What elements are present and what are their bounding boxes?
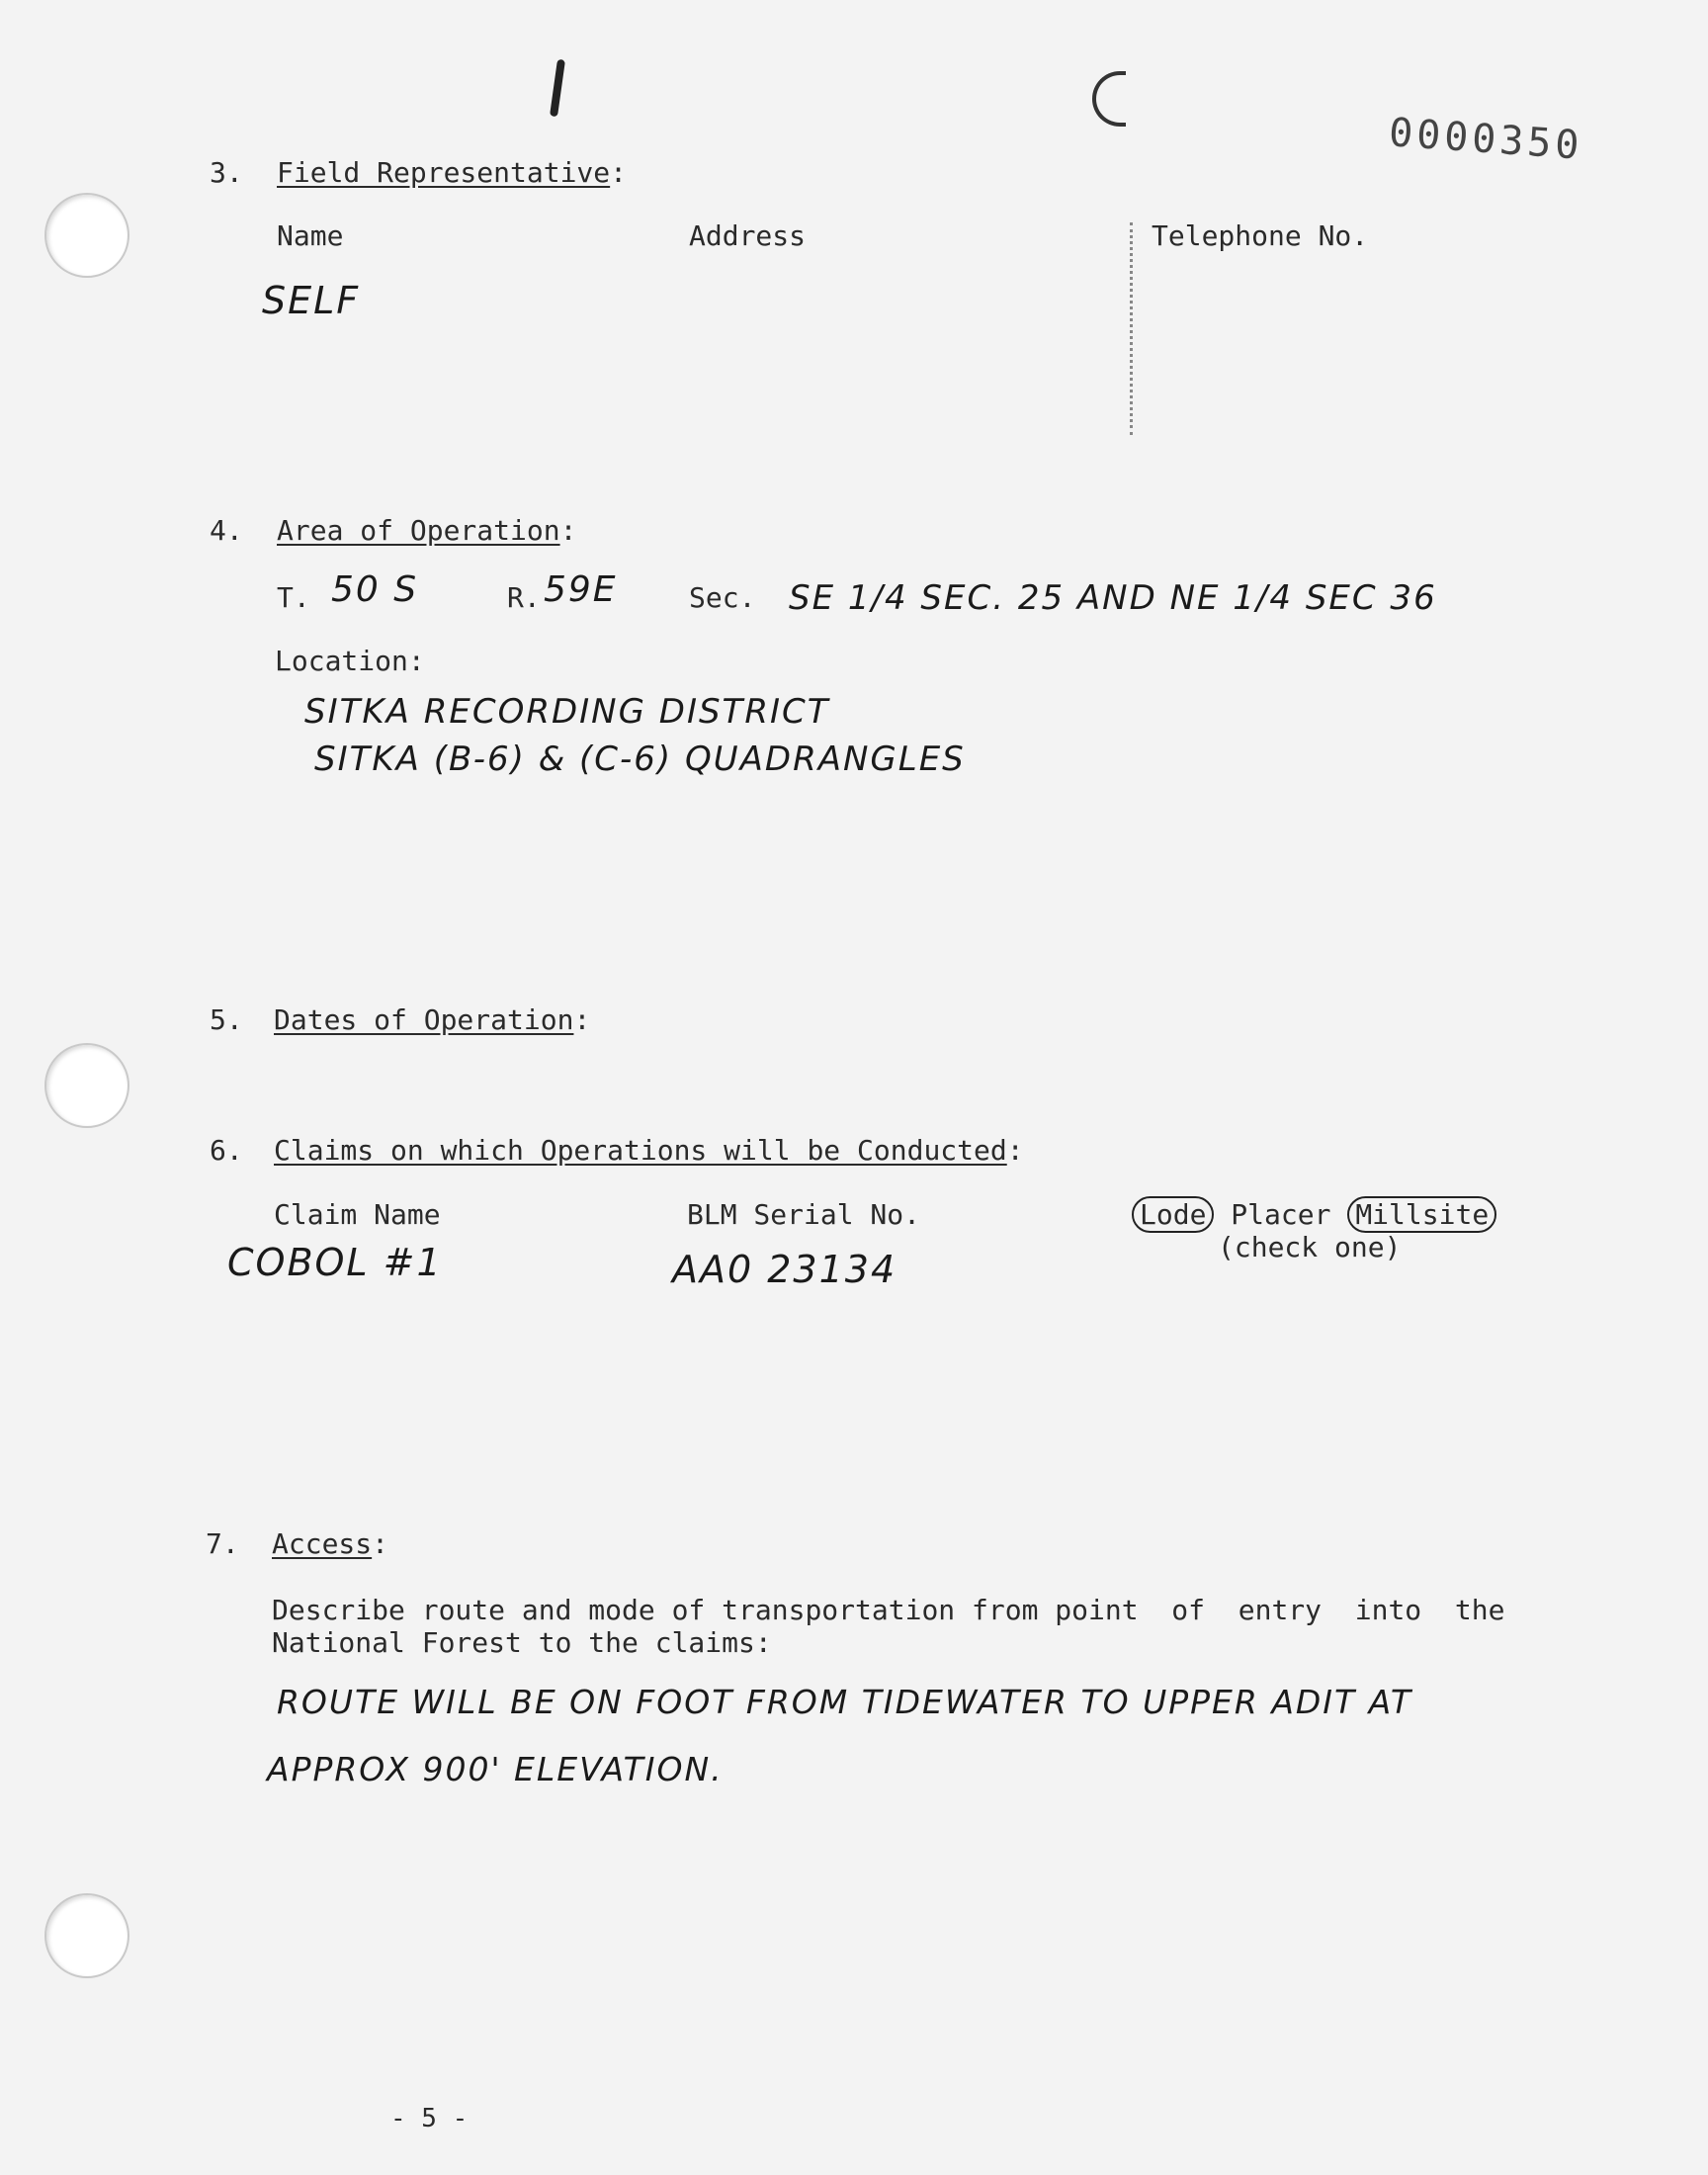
claim-name-value: COBOL #1 xyxy=(227,1241,443,1284)
section-4-colon: : xyxy=(559,514,577,547)
location-label: Location: xyxy=(275,645,425,677)
section-3-heading xyxy=(277,156,627,189)
field-rep-name-value: SELF xyxy=(262,279,361,322)
township-value: 50 S xyxy=(331,569,419,610)
section-3-title: Field Representative xyxy=(277,156,611,189)
option-lode: Lode xyxy=(1132,1196,1214,1233)
punch-hole-bottom xyxy=(44,1893,129,1978)
township-label: T. xyxy=(277,581,310,614)
page-number: - 5 - xyxy=(390,2104,469,2133)
range-label: R. xyxy=(507,581,541,614)
claim-type-options xyxy=(1132,1198,1496,1231)
section-6-title: Claims on which Operations will be Conducted xyxy=(274,1134,1007,1167)
access-prompt-line-2: National Forest to the claims: xyxy=(272,1626,772,1659)
section-4-title: Area of Operation xyxy=(277,514,560,547)
section-5-colon: : xyxy=(573,1003,591,1036)
section-5-heading xyxy=(274,1003,590,1036)
section-6-number: 6. xyxy=(210,1134,243,1167)
option-millsite: Millsite xyxy=(1347,1196,1496,1233)
section-6-heading xyxy=(274,1134,1024,1167)
scan-mark xyxy=(550,59,565,118)
section-value: SE 1/4 SEC. 25 AND NE 1/4 SEC 36 xyxy=(789,578,1437,618)
location-line-1: SITKA RECORDING DISTRICT xyxy=(304,692,830,732)
document-number-stamp: 0000350 xyxy=(1387,110,1584,169)
col-address-label: Address xyxy=(689,219,807,252)
section-4-heading xyxy=(277,514,576,547)
section-7-heading xyxy=(272,1527,388,1560)
punch-hole-middle xyxy=(44,1043,129,1128)
section-4-number: 4. xyxy=(210,514,243,547)
section-5-number: 5. xyxy=(210,1003,243,1036)
location-line-2: SITKA (B-6) & (C-6) QUADRANGLES xyxy=(314,740,966,779)
col-telephone-label: Telephone No. xyxy=(1152,219,1369,252)
section-7-number: 7. xyxy=(206,1527,239,1560)
access-answer-line-2: APPROX 900' ELEVATION. xyxy=(267,1750,724,1788)
col-serial-label: BLM Serial No. xyxy=(687,1198,921,1231)
access-answer-line-1: ROUTE WILL BE ON FOOT FROM TIDEWATER TO UPPER ADIT AT xyxy=(277,1683,1413,1721)
option-placer: Placer xyxy=(1231,1198,1331,1231)
scan-mark xyxy=(1092,71,1126,127)
section-label: Sec. xyxy=(689,581,756,614)
section-6-colon: : xyxy=(1006,1134,1024,1167)
access-prompt-line-1: Describe route and mode of transportation from point of entry into the xyxy=(272,1594,1505,1626)
section-3-number: 3. xyxy=(210,156,243,189)
punch-hole-top xyxy=(44,193,129,278)
col-claim-name-label: Claim Name xyxy=(274,1198,441,1231)
section-5-title: Dates of Operation xyxy=(274,1003,574,1036)
serial-value: AA0 23134 xyxy=(672,1248,897,1291)
col-name-label: Name xyxy=(277,219,344,252)
section-3-colon: : xyxy=(610,156,628,189)
check-one-hint: (check one) xyxy=(1218,1231,1402,1263)
column-divider xyxy=(1130,222,1133,435)
range-value: 59E xyxy=(544,569,618,610)
section-7-title: Access xyxy=(272,1527,373,1560)
section-7-colon: : xyxy=(372,1527,389,1560)
